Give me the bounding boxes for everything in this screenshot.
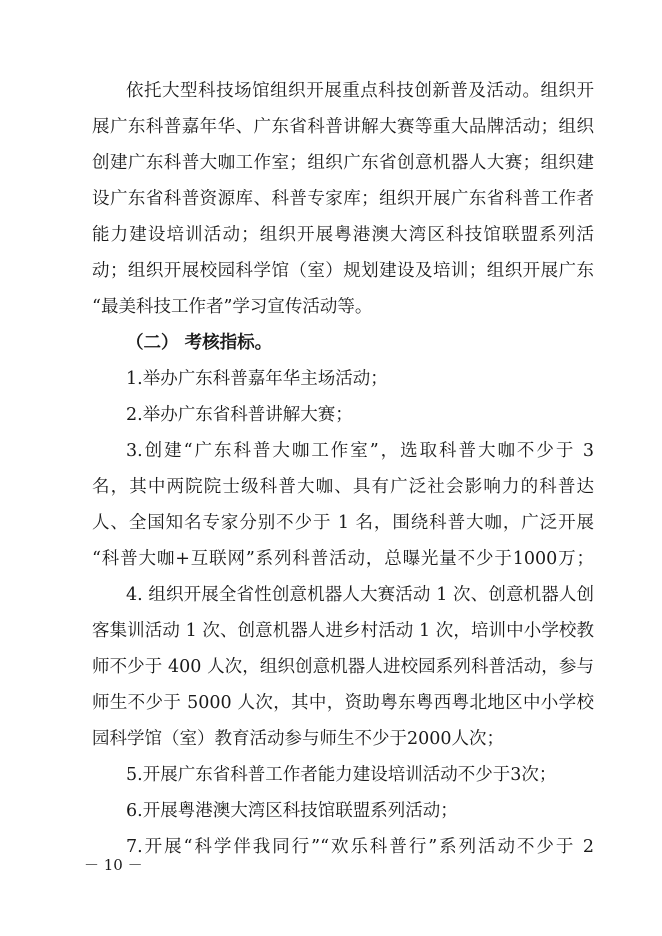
item-3-line-1: 3.创建“广东科普大咖工作室”，选取科普大咖不少于 3 (126, 441, 594, 461)
intro-line-4: 设广东省科普资源库、科普专家库；组织开展广东省科普工作者 (92, 189, 594, 209)
item-6-line-1: 6.开展粤港澳大湾区科技馆联盟系列活动； (126, 801, 458, 821)
intro-line-5: 能力建设培训活动；组织开展粤港澳大湾区科技馆联盟系列活 (92, 225, 594, 245)
intro-line-3: 创建广东科普大咖工作室；组织广东省创意机器人大赛；组织建 (92, 153, 594, 173)
item-4-line-4: 师生不少于 5000 人次，其中，资助粤东粤西粤北地区中小学校 (92, 693, 594, 713)
item-4-line-2: 客集训活动 1 次、创意机器人进乡村活动 1 次，培训中小学校教 (92, 621, 594, 641)
item-3-line-2: 名，其中两院院士级科普大咖、具有广泛社会影响力的科普达 (92, 477, 594, 497)
item-3-line-3: 人、全国知名专家分别不少于 1 名，围绕科普大咖，广泛开展 (92, 513, 594, 533)
item-4-line-3: 师不少于 400 人次，组织创意机器人进校园系列科普活动，参与 (92, 657, 594, 677)
item-5-line-1: 5.开展广东省科普工作者能力建设培训活动不少于3次； (126, 765, 557, 785)
intro-line-7: “最美科技工作者”学习宣传活动等。 (92, 297, 373, 317)
item-3-line-4: “科普大咖+互联网”系列科普活动，总曝光量不少于1000万； (92, 549, 594, 569)
item-7-line-1: 7.开展“科学伴我同行”“欢乐科普行”系列活动不少于 2 (126, 837, 594, 857)
page-number: － 10 － (84, 856, 143, 874)
item-2-line-1: 2.举办广东省科普讲解大赛； (126, 405, 353, 425)
intro-line-6: 动；组织开展校园科学馆（室）规划建设及培训；组织开展广东 (92, 261, 594, 281)
item-4-line-1: 4. 组织开展全省性创意机器人大赛活动 1 次、创意机器人创 (126, 585, 594, 605)
intro-line-2: 展广东科普嘉年华、广东省科普讲解大赛等重大品牌活动；组织 (92, 117, 594, 137)
item-1-line-1: 1.举办广东科普嘉年华主场活动； (126, 369, 388, 389)
intro-line-1: 依托大型科技场馆组织开展重点科技创新普及活动。组织开 (126, 81, 594, 101)
section-heading: （二） 考核指标。 (126, 333, 273, 353)
item-4-line-5: 园科学馆（室）教育活动参与师生不少于2000人次； (92, 729, 505, 749)
